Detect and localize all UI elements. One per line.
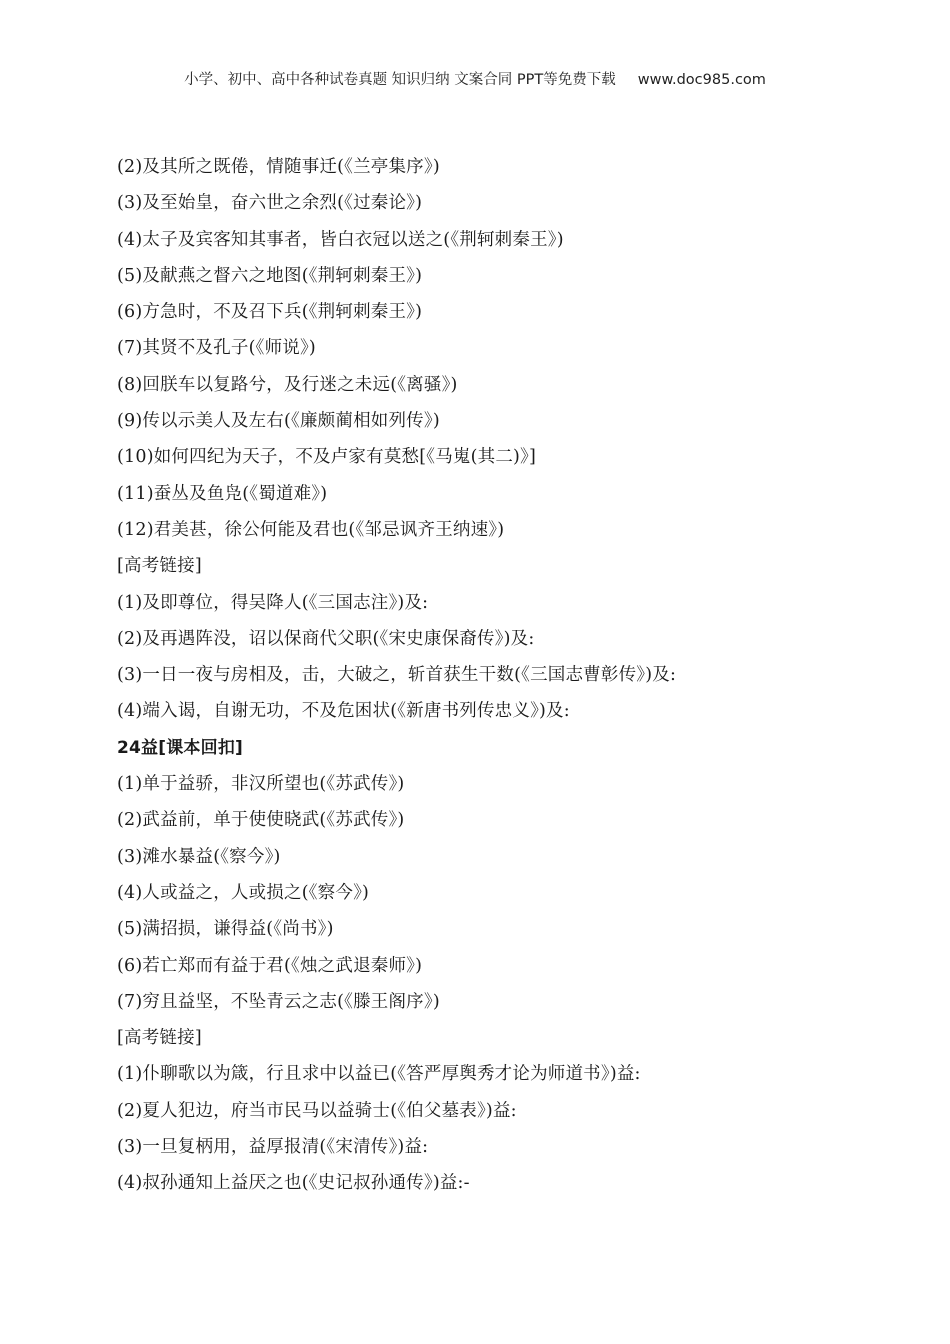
text-line: (1)及即尊位，得吴降人(《三国志注》)及: [117, 592, 429, 613]
section-label: [高考链接] [117, 556, 202, 577]
text-line: (1)仆聊歌以为箴，行且求中以益已(《答严厚舆秀才论为师道书》)益: [117, 1064, 641, 1085]
text-line: (2)武益前，单于使使晓武(《苏武传》) [117, 810, 405, 831]
page-header [0, 68, 950, 89]
text-line: (4)端入谒，自谢无功，不及危困状(《新唐书列传忠义》)及: [117, 701, 570, 722]
section-label: [高考链接] [117, 1028, 202, 1049]
text-line: (5)及献燕之督六之地图(《荆轲刺秦王》) [117, 265, 423, 286]
text-line: (4)太子及宾客知其事者，皆白衣冠以送之(《荆轲刺秦王》) [117, 229, 564, 250]
text-line: (4)人或益之，人或损之(《察今》) [117, 882, 370, 903]
text-line: (2)及其所之既倦，情随事迁(《兰亭集序》) [117, 157, 440, 177]
text-line: (11)蚕丛及鱼凫(《蜀道难》) [117, 483, 328, 504]
section-heading: 24益[课本回扣] [117, 737, 243, 758]
text-line: (3)一旦复柄用，益厚报清(《宋清传》)益: [117, 1137, 429, 1158]
text-line: (8)回朕车以复路兮，及行迷之未远(《离骚》) [117, 374, 458, 395]
text-line: (5)满招损，谦得益(《尚书》) [117, 919, 334, 940]
text-line: (2)及再遇阵没，诏以保商代父职(《宋史康保裔传》)及: [117, 628, 535, 649]
text-line: (7)穷且益坚，不坠青云之志(《滕王阁序》) [117, 991, 440, 1012]
header-site-link[interactable]: www.doc985.com [637, 72, 766, 88]
text-line: (12)君美甚，徐公何能及君也(《邹忌讽齐王纳速》) [117, 519, 505, 540]
text-line: (9)传以示美人及左右(《廉颇蔺相如列传》) [117, 411, 440, 432]
text-line: (10)如何四纪为天子，不及卢家有莫愁[《马嵬(其二)》] [117, 447, 537, 468]
text-line: (3)及至始皇，奋六世之余烈(《过秦论》) [117, 193, 423, 214]
text-line: (7)其贤不及孔子(《师说》) [117, 338, 316, 359]
text-line: (3)滩水暴益(《察今》) [117, 846, 281, 867]
text-line: (6)若亡郑而有益于君(《烛之武退秦师》) [117, 955, 423, 976]
text-line: (3)一日一夜与房相及，击，大破之，斩首获生干数(《三国志曹彰传》)及: [117, 665, 677, 686]
text-line: (4)叔孙通知上益厌之也(《史记叔孙通传》)益:- [117, 1173, 470, 1194]
header-text: 小学、初中、高中各种试卷真题 知识归纳 文案合同 PPT等免费下载 [184, 72, 616, 88]
text-line: (1)单于益骄，非汉所望也(《苏武传》) [117, 774, 405, 795]
document-body [117, 152, 877, 1205]
text-line: (2)夏人犯边，府当市民马以益骑士(《伯父墓表》)益: [117, 1100, 517, 1121]
text-line: (6)方急时，不及召下兵(《荆轲刺秦王》) [117, 302, 423, 323]
